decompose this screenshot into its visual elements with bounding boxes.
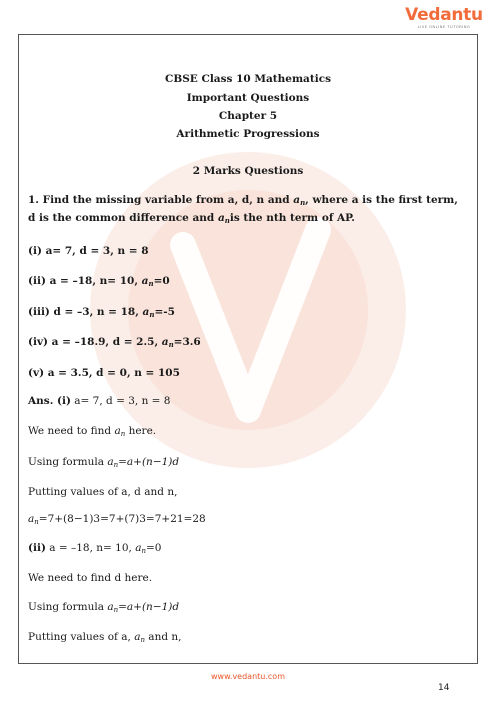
page-number: 14 [438, 683, 450, 693]
doc-chapter: Chapter 5 [218, 110, 278, 122]
answer-ii-need-find: We need to find d here. [28, 572, 153, 584]
question-1: 1. Find the missing variable from a, d, n and $a_n$, where a is the first term, d is the common difference and $a_nis$ the nth term of AP. [28, 194, 458, 225]
section-title: 2 Marks Questions [192, 165, 304, 177]
answer-i-putting-values: Putting values of a, d and n, [28, 486, 178, 498]
part-i: (i) a= 7, d = 3, n = 8 [28, 245, 149, 257]
part-iii: (iii) d = –3, n = 18, $a_n=-5$ [28, 306, 175, 319]
answer-i-need-find: We need to find $a_n$ here. [28, 425, 157, 438]
part-v: (v) a = 3.5, d = 0, n = 105 [28, 367, 180, 379]
vedantu-logo[interactable] [398, 6, 490, 34]
logo-wordmark: Vedantu [405, 5, 483, 25]
part-ii: (ii) a = –18, n= 10, $a_n=0$ [28, 275, 170, 288]
doc-subtitle: Important Questions [186, 92, 310, 104]
footer-website-link[interactable]: www.vedantu.com [211, 672, 285, 681]
logo-tagline: LIVE ONLINE TUTORING [417, 25, 471, 29]
answer-i-given: Ans. (i) a= 7, d = 3, n = 8 [28, 395, 171, 407]
part-iv: (iv) a = –18.9, d = 2.5, $a_n=3.6$ [28, 336, 201, 349]
doc-subject: CBSE Class 10 Mathematics [164, 73, 332, 85]
answer-ii-given: (ii) a = –18, n= 10, $a_n=0$ [28, 542, 162, 555]
answer-ii-formula: Using formula $a_n=a+(n-1)d$ [28, 601, 180, 614]
answer-ii-putting-values: Putting values of a, $a_n$ and n, [28, 631, 182, 644]
doc-chapter-title: Arithmetic Progressions [176, 128, 320, 140]
answer-i-formula: Using formula $a_n=a+(n-1)d$ [28, 456, 180, 469]
answer-i-calculation: $a_n=7+(8-1)3=7+(7)3=7+21=28$ [28, 513, 206, 526]
